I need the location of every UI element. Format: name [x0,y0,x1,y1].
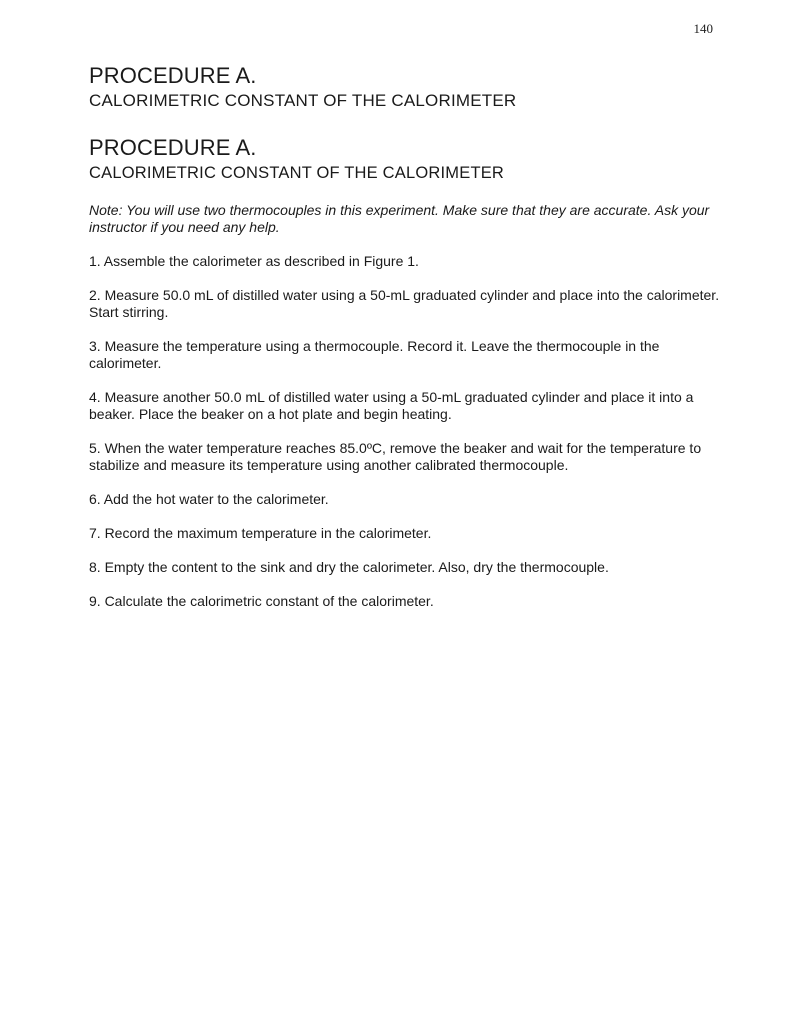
procedure-step-5: 5. When the water temperature reaches 85.0ºC, remove the beaker and wait for the temperature to stabilize and measure its temperature using another calibrated thermocouple. [89,440,702,473]
procedure-heading [89,62,729,112]
procedure-step-8: 8. Empty the content to the sink and dry the calorimeter. Also, dry the thermocouple. [89,559,609,575]
procedure-subtitle: CALORIMETRIC CONSTANT OF THE CALORIMETER [89,91,517,110]
note-paragraph: Note: You will use two thermocouples in this experiment. Make sure that they are accurate. Ask your instructor if you need any help. [89,202,710,235]
procedure-step-2: 2. Measure 50.0 mL of distilled water using a 50-mL graduated cylinder and place into the calorimeter. Start stirring. [89,287,720,320]
procedure-title: PROCEDURE A. [89,135,257,160]
procedure-step-3: 3. Measure the temperature using a thermocouple. Record it. Leave the thermocouple in the calorimeter. [89,338,660,371]
procedure-heading-repeat [89,134,729,184]
procedure-step-6: 6. Add the hot water to the calorimeter. [89,491,329,507]
procedure-subtitle: CALORIMETRIC CONSTANT OF THE CALORIMETER [89,164,505,182]
procedure-step-9: 9. Calculate the calorimetric constant of the calorimeter. [89,593,434,609]
procedure-title: PROCEDURE A. [89,63,257,88]
document-body [89,62,729,627]
procedure-step-7: 7. Record the maximum temperature in the calorimeter. [89,525,432,541]
page-number: 140 [693,21,713,36]
procedure-step-1: 1. Assemble the calorimeter as described in Figure 1. [89,253,419,269]
procedure-step-4: 4. Measure another 50.0 mL of distilled water using a 50-mL graduated cylinder and place it into a beaker. Place the beaker on a hot plate and begin heating. [89,389,694,422]
